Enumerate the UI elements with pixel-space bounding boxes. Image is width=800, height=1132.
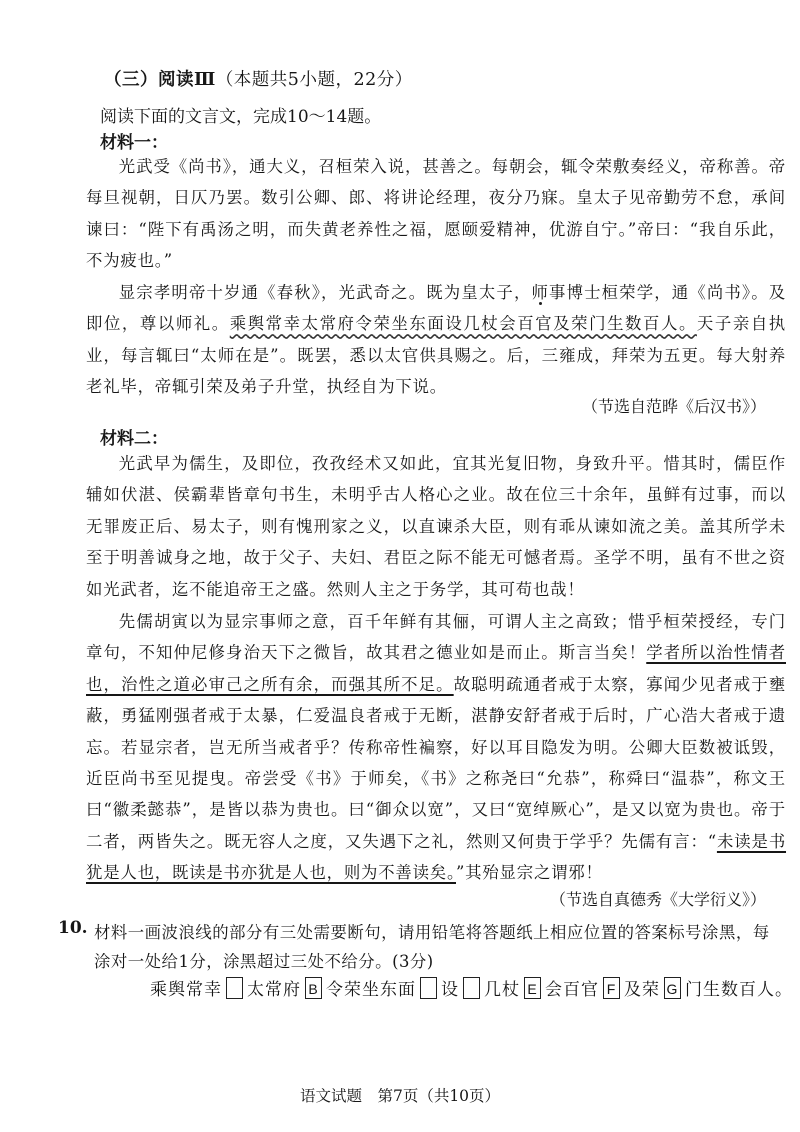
sentence-segment: 乘舆常幸 xyxy=(150,980,222,1000)
text-segment: 先儒胡寅以为显宗事师之意，百千年鲜有其俪，可谓人主之高致；惜乎桓荣授经，专门章句，不知仲尼修身治天下之微旨，故其君之德业如是而止。斯言当矣！ xyxy=(86,612,786,663)
emphasis-dot-char: 师 xyxy=(531,283,550,302)
section-instruction: 阅读下面的文言文，完成10～14题。 xyxy=(100,107,382,127)
underlined-sentence-2: 未读是书犹是人也，既读是书亦犹是人也，则为不善读矣。 xyxy=(86,831,787,883)
question-text: 材料一画波浪线的部分有三处需要断句，请用铅笔将答题纸上相应位置的答案标号涂黑，每涂对一处给1分，涂黑超过三处不给分。(3分) xyxy=(94,923,770,971)
material-two-label: 材料二： xyxy=(100,429,168,449)
answer-box-f[interactable]: F xyxy=(603,977,620,999)
section-score-note: （本题共5小题，22分） xyxy=(215,70,413,90)
sentence-segment: 会百官 xyxy=(545,980,599,1000)
material-two-source: （节选自真德秀《大学衍义》） xyxy=(549,890,766,909)
material-two-paragraph-2 xyxy=(86,606,786,889)
text-segment: 事博士桓荣学，通《尚书》。及即位，尊以师礼。 xyxy=(86,283,787,334)
text-segment: 故聪明疏通者戒于太察，寡闻少见者戒于壅蔽，勇猛刚强者戒于太暴，仁爱温良者戒于无断，湛静安舒者戒于后时，广心浩大者戒于遗忘。若显宗者，岂无所当戒者乎？传称帝性褊察，好以耳目隐发为明。公卿大臣数被诋毁，近臣尚书至见提曳。帝尝受《书》于师矣，《书》之称尧曰“允恭”，称舜曰“温恭”，称文王曰“徽柔懿恭”，是皆以恭为贵也。曰“御众以宽”，又曰“宽绰厥心”，是又以宽为贵也。帝于二者，两皆失之。既无容人之度，又失遇下之礼，然则又何贵于学乎？先儒有言：“ xyxy=(86,674,786,851)
material-one-source: （节选自范晔《后汉书》） xyxy=(581,397,766,416)
page-footer: 语文试题 第7页（共10页） xyxy=(299,1087,501,1105)
sentence-segment: 几杖 xyxy=(484,980,520,1000)
question-number: 10. xyxy=(58,918,88,938)
wavy-underlined-sentence: 乘舆常幸太常府令荣坐东面设几杖会百官及荣门生数百人。 xyxy=(229,314,697,334)
answer-box-g[interactable]: G xyxy=(664,977,681,999)
answer-box-a[interactable] xyxy=(226,977,243,999)
answer-box-e[interactable]: E xyxy=(524,977,541,999)
segmentation-sentence xyxy=(150,975,793,1000)
material-one-label: 材料一： xyxy=(100,133,168,153)
material-one-paragraph-2 xyxy=(86,277,786,403)
answer-box-b[interactable]: B xyxy=(305,977,322,999)
sentence-segment: 及荣 xyxy=(624,980,660,1000)
text-segment: ”其殆显宗之谓邪！ xyxy=(456,863,603,883)
sentence-segment: 令荣坐东面 xyxy=(326,980,416,1000)
sentence-segment: 门生数百人。 xyxy=(685,980,793,1000)
text-segment: 显宗孝明帝十岁通《春秋》，光武奇之。既为皇太子， xyxy=(118,283,532,302)
material-one-paragraph-1: 光武受《尚书》，通大义，召桓荣入说，甚善之。每朝会，辄令荣敷奏经义，帝称善。帝每旦视朝，日仄乃罢。数引公卿、郎、将讲论经理，夜分乃寐。皇太子见帝勤劳不怠，承间谏曰：“陛下有禹汤之明，而失黄老养性之福，愿颐爱精神，优游自宁。”帝曰：“我自乐此，不为疲也。” xyxy=(86,157,786,271)
answer-box-d[interactable] xyxy=(463,977,480,999)
sentence-segment: 太常府 xyxy=(247,980,301,1000)
sentence-segment: 设 xyxy=(441,980,459,1000)
text-segment: 天子亲自执业，每言辄曰“太师在是”。既罢，悉以太官供具赐之。后，三雍成，拜荣为五更。每大射养老礼毕，帝辄引荣及弟子升堂，执经自为下说。 xyxy=(86,314,786,397)
answer-box-c[interactable] xyxy=(420,977,437,999)
section-heading xyxy=(104,66,413,91)
material-two-paragraph-1: 光武早为儒生，及即位，孜孜经术又如此，宜其光复旧物，身致升平。惜其时，儒臣作辅如伏湛、侯霸辈皆章句书生，未明乎古人格心之业。故在位三十余年，虽鲜有过事，而以无罪废正后、易太子，则有愧刑家之义，以直谏杀大臣，则有乖从谏如流之美。盖其所学未至于明善诚身之地，故于父子、夫妇、君臣之际不能无可憾者焉。圣学不明，虽有不世之资如光武者，迄不能追帝王之盛。然则人主之于务学，其可苟也哉！ xyxy=(86,454,786,599)
underlined-sentence-1: 学者所以治性情者也，治性之道必审己之所有余，而强其所不足。 xyxy=(86,643,786,694)
section-title: （三）阅读Ⅲ xyxy=(104,70,216,90)
